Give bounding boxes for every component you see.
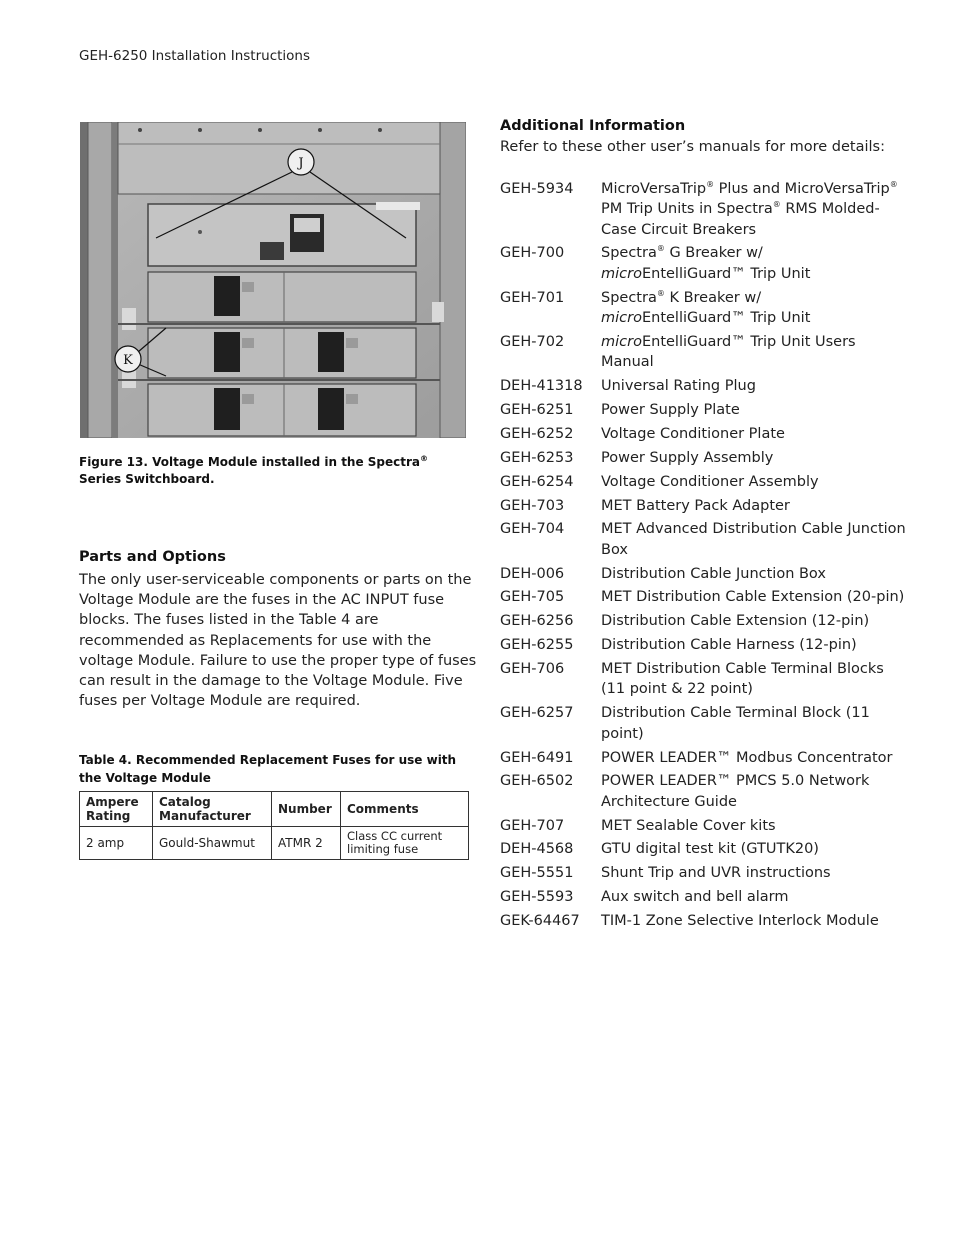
manual-list [500,179,910,935]
additional-intro: Refer to these other user’s manuals for more details: [500,139,886,155]
col-comments: Comments [341,792,469,827]
list-item [500,587,910,607]
list-item [500,288,910,329]
manual-title: Distribution Cable Junction Box [601,565,826,582]
manual-title: GTU digital test kit (GTUTK20) [601,841,819,858]
manual-title: Voltage Conditioner Plate [601,425,785,442]
table-caption: Table 4. Recommended Replacement Fuses for use with the Voltage Module [79,753,457,785]
fuse-table [79,791,469,860]
manual-title: Universal Rating Plug [601,378,756,395]
manual-code: GEH-5934 [500,181,574,197]
switchboard-photo [80,122,466,438]
list-item [500,179,910,240]
manual-code: GEH-707 [500,817,565,834]
list-item [500,496,910,516]
list-item [500,839,910,859]
manual-code: GEH-6257 [500,705,574,722]
manual-title: Distribution Cable Harness (12-pin) [601,637,857,654]
manual-code: GEH-6254 [500,473,574,490]
manual-code: GEH-5593 [500,889,574,906]
manual-code: GEH-6255 [500,637,574,654]
manual-title: MET Sealable Cover kits [601,817,776,834]
callout-k-label: K [123,353,133,368]
manual-title: Aux switch and bell alarm [601,889,789,906]
manual-title: Distribution Cable Terminal Block (11 point) [601,705,870,742]
manual-title: MicroVersaTrip® Plus and MicroVersaTrip® PM Trip Units in Spectra® RMS Molded-Case Circuit Breakers [601,180,898,238]
manual-code: DEH-4568 [500,841,574,858]
figure-caption: Figure 13. Voltage Module installed in the Spectra® Series Switchboard. [79,454,429,486]
list-item [500,911,910,931]
manual-title: Spectra® G Breaker w/ microEntelliGuard™ Trip Unit [601,244,811,282]
manual-title: MET Advanced Distribution Cable Junction Box [601,521,906,558]
list-item [500,887,910,907]
col-number: Number [272,792,341,827]
manual-code: DEH-41318 [500,378,583,395]
parts-body: The only user-serviceable components or parts on the Voltage Module are the fuses in the AC INPUT fuse blocks. The fuses listed in the Table 4 are recommended as Replacements for use with the voltage Module. Failure to use the proper type of fuses can result in the damage to the Voltage Module. Five fuses per Voltage Module are required. [79,572,477,710]
manual-code: DEH-006 [500,565,565,582]
manual-code: GEH-705 [500,589,565,606]
manual-code: GEH-5551 [500,865,574,882]
list-item [500,519,910,560]
col-catalog-manufacturer: Catalog Manufacturer [153,792,272,827]
manual-title: MET Distribution Cable Terminal Blocks (11 point & 22 point) [601,661,884,698]
list-item [500,863,910,883]
manual-code: GEH-704 [500,521,565,538]
manual-code: GEH-6491 [500,749,574,766]
manual-title: MET Battery Pack Adapter [601,497,790,514]
additional-heading: Additional Information [500,118,686,134]
list-item [500,564,910,584]
manual-title: TIM-1 Zone Selective Interlock Module [601,913,879,930]
list-item [500,703,910,744]
manual-title: Voltage Conditioner Assembly [601,473,819,490]
list-item [500,659,910,700]
list-item [500,611,910,631]
list-item [500,748,910,768]
manual-code: GEH-702 [500,333,565,350]
list-item [500,332,910,373]
list-item [500,635,910,655]
manual-code: GEK-64467 [500,913,580,930]
list-item [500,771,910,812]
manual-title: MET Distribution Cable Extension (20-pin) [601,589,905,606]
list-item [500,448,910,468]
manual-title: Distribution Cable Extension (12-pin) [601,613,870,630]
page-header: GEH-6250 Installation Instructions [79,48,311,64]
manual-title: Power Supply Assembly [601,449,774,466]
manual-code: GEH-706 [500,661,565,678]
manual-code: GEH-701 [500,289,565,306]
col-ampere-rating: Ampere Rating [80,792,153,827]
manual-code: GEH-700 [500,245,565,262]
manual-title: Power Supply Plate [601,401,740,418]
manual-code: GEH-6251 [500,401,574,418]
list-item [500,376,910,396]
cell-manufacturer: Gould-Shawmut [153,827,272,860]
manual-code: GEH-703 [500,497,565,514]
manual-title: Shunt Trip and UVR instructions [601,865,831,882]
manual-code: GEH-6253 [500,449,574,466]
cell-comments: Class CC current limiting fuse [341,827,469,860]
manual-title: POWER LEADER™ Modbus Concentrator [601,749,893,766]
cell-ampere: 2 amp [80,827,153,860]
manual-code: GEH-6502 [500,773,574,790]
manual-title: Spectra® K Breaker w/ microEntelliGuard™ Trip Unit [601,288,811,326]
list-item [500,400,910,420]
callout-j-label: J [298,156,304,171]
list-item [500,816,910,836]
manual-title: microEntelliGuard™ Trip Unit Users Manual [601,333,856,371]
list-item [500,243,910,284]
manual-title: POWER LEADER™ PMCS 5.0 Network Architecture Guide [601,773,870,810]
table-row [80,827,469,860]
list-item [500,424,910,444]
cell-number: ATMR 2 [272,827,341,860]
manual-code: GEH-6256 [500,613,574,630]
list-item [500,472,910,492]
parts-heading: Parts and Options [79,549,226,565]
manual-code: GEH-6252 [500,425,574,442]
